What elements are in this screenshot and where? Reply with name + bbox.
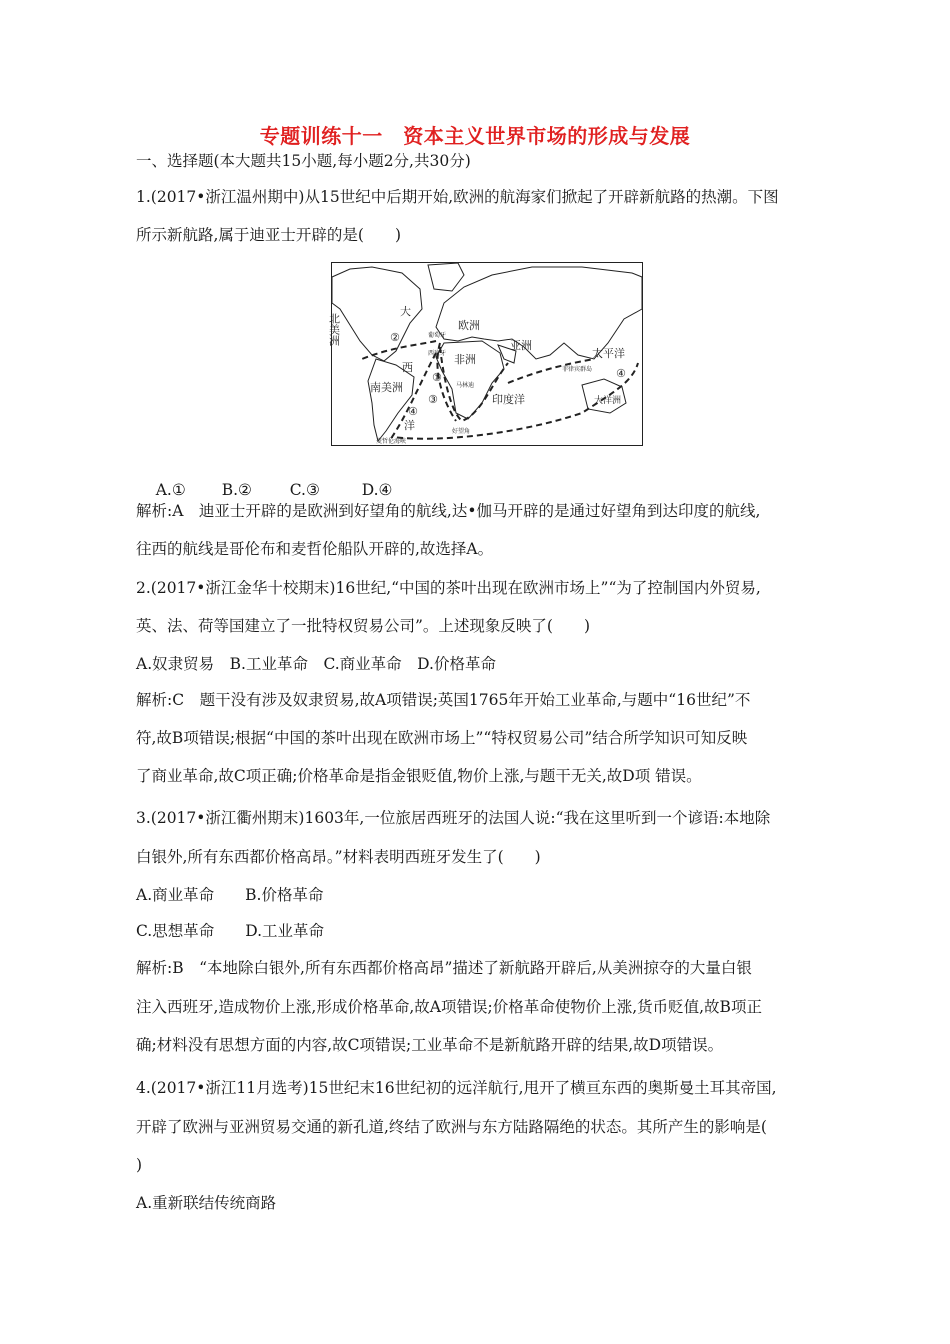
q4-stem-line3: ) (136, 1156, 143, 1174)
label-portugal: 葡萄牙 (428, 332, 447, 339)
q4-stem-line1: 4.(2017•浙江11月选考)15世纪末16世纪初的远洋航行,甩开了横亘东西的奥斯曼土耳其帝国, (136, 1079, 777, 1097)
q4-option-a: A.重新联结传统商路 (136, 1194, 277, 1212)
label-north-america: 北美洲 (327, 313, 341, 346)
label-asia: 亚洲 (510, 339, 532, 352)
q2-analysis-line1: 解析:C 题干没有涉及奴隶贸易,故A项错误;英国1765年开始工业革命,与题中“16世纪”不 (136, 691, 751, 709)
q2-stem-line2: 英、法、荷等国建立了一批特权贸易公司”。上述现象反映了( ) (136, 617, 591, 635)
q2-stem-line1: 2.(2017•浙江金华十校期末)16世纪,“中国的茶叶出现在欧洲市场上”“为了控制国内外贸易, (136, 579, 761, 597)
q3-analysis-line2: 注入西班牙,造成物价上涨,形成价格革命,故A项错误;价格革命使物价上涨,货币贬值,故B项正 (136, 998, 762, 1016)
label-africa: 非洲 (454, 353, 476, 366)
label-philippines: 菲律宾群岛 (562, 366, 593, 373)
q1-option-d[interactable]: D.④ (361, 481, 393, 499)
label-mozambique: 马林迪 (456, 382, 475, 389)
label-oceania: 大洋洲 (594, 396, 622, 406)
page-title: 专题训练十一 资本主义世界市场的形成与发展 (259, 124, 691, 148)
label-da: 大 (400, 305, 411, 318)
label-south-america: 南美洲 (370, 381, 403, 394)
label-route-2: ② (390, 331, 400, 344)
q3-stem-line1: 3.(2017•浙江衢州期末)1603年,一位旅居西班牙的法国人说:“我在这里听到一个谚语:本地除 (136, 809, 771, 827)
label-xi: 西 (402, 361, 413, 374)
q1-stem-line2: 所示新航路,属于迪亚士开辟的是( ) (136, 226, 402, 244)
label-europe: 欧洲 (458, 319, 480, 332)
label-indian: 印度洋 (492, 393, 525, 406)
q2-analysis-line2: 符,故B项错误;根据“中国的茶叶出现在欧洲市场上”“特权贸易公司”结合所学知识可知反映 (136, 729, 748, 747)
label-spain: 西班牙 (428, 350, 447, 357)
q2-options: A.奴隶贸易 B.工业革命 C.商业革命 D.价格革命 (136, 655, 496, 673)
q1-stem-line1: 1.(2017•浙江温州期中)从15世纪中后期开始,欧洲的航海家们掀起了开辟新航路的热潮。下图 (136, 188, 779, 206)
greenland-shape (428, 263, 464, 291)
label-pacific: 太平洋 (592, 347, 625, 360)
label-cape: 好望角 (452, 428, 471, 435)
label-route-3: ③ (428, 393, 438, 406)
q2-analysis-line3: 了商业革命,故C项正确;价格革命是指金银贬值,物价上涨,与题干无关,故D项 错误。 (136, 767, 702, 785)
q3-analysis-line1: 解析:B “本地除白银外,所有东西都价格高昂”描述了新航路开辟后,从美洲掠夺的大量白银 (136, 959, 752, 977)
label-yang: 洋 (404, 419, 415, 432)
label-route-4: ④ (408, 405, 418, 418)
label-route-4b: ④ (616, 367, 626, 380)
q1-option-b[interactable]: B.② (221, 481, 252, 499)
q4-stem-line2: 开辟了欧洲与亚洲贸易交通的新孔道,终结了欧洲与东方陆路隔绝的状态。其所产生的影响是( (136, 1118, 767, 1136)
route-map-figure (327, 262, 643, 446)
label-route-1: ① (432, 371, 442, 384)
q3-analysis-line3: 确;材料没有思想方面的内容,故C项错误;工业革命不是新航路开辟的结果,故D项错误。 (136, 1036, 724, 1054)
section-heading: 一、选择题(本大题共15小题,每小题2分,共30分) (136, 152, 471, 170)
q3-options-line2: C.思想革命 D.工业革命 (136, 922, 325, 940)
q1-option-c[interactable]: C.③ (289, 481, 320, 499)
q1-option-a[interactable]: A.① (155, 481, 186, 499)
q1-analysis-line1: 解析:A 迪亚士开辟的是欧洲到好望角的航线,达•伽马开辟的是通过好望角到达印度的航线, (136, 502, 761, 520)
q3-options-line1: A.商业革命 B.价格革命 (136, 886, 324, 904)
q3-stem-line2: 白银外,所有东西都价格高昂。”材料表明西班牙发生了( ) (136, 848, 541, 866)
q1-analysis-line2: 往西的航线是哥伦布和麦哲伦船队开辟的,故选择A。 (136, 540, 494, 558)
label-magellan: 麦哲伦海峡 (376, 438, 407, 445)
